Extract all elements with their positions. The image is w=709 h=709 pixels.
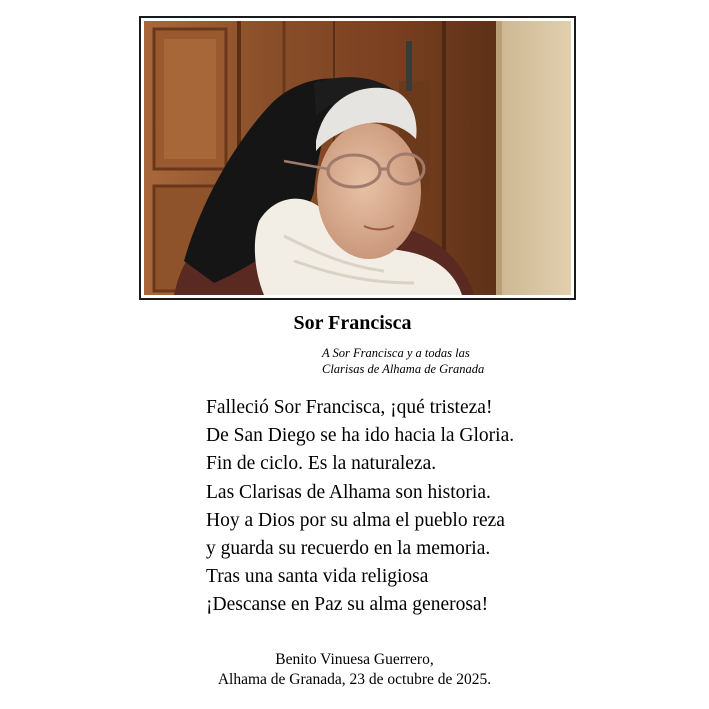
photo-frame <box>139 16 576 300</box>
poem-dedication <box>322 345 484 377</box>
poem-verses <box>206 394 514 620</box>
dedication-line: Clarisas de Alhama de Granada <box>322 362 485 376</box>
verse-line: Falleció Sor Francisca, ¡qué tristeza! <box>206 397 493 418</box>
dedication-line: A Sor Francisca y a todas las <box>322 346 470 360</box>
author-name: Benito Vinuesa Guerrero, <box>275 651 434 668</box>
verse-line: ¡Descanse en Paz su alma generosa! <box>206 594 489 616</box>
verse-line: De San Diego se ha ido hacia la Gloria. <box>206 425 515 447</box>
verse-line: Fin de ciclo. Es la naturaleza. <box>206 453 437 475</box>
poem-signature <box>0 650 709 690</box>
verse-line: Las Clarisas de Alhama son historia. <box>206 481 491 503</box>
nun-portrait-photo <box>144 21 571 295</box>
poem-title: Sor Francisca <box>293 312 412 334</box>
verse-line: Tras una santa vida religiosa <box>206 566 429 588</box>
verse-line: Hoy a Dios por su alma el pueblo reza <box>206 509 505 531</box>
place-and-date: Alhama de Granada, 23 de octubre de 2025. <box>217 671 492 688</box>
verse-line: y guarda su recuerdo en la memoria. <box>206 538 491 560</box>
